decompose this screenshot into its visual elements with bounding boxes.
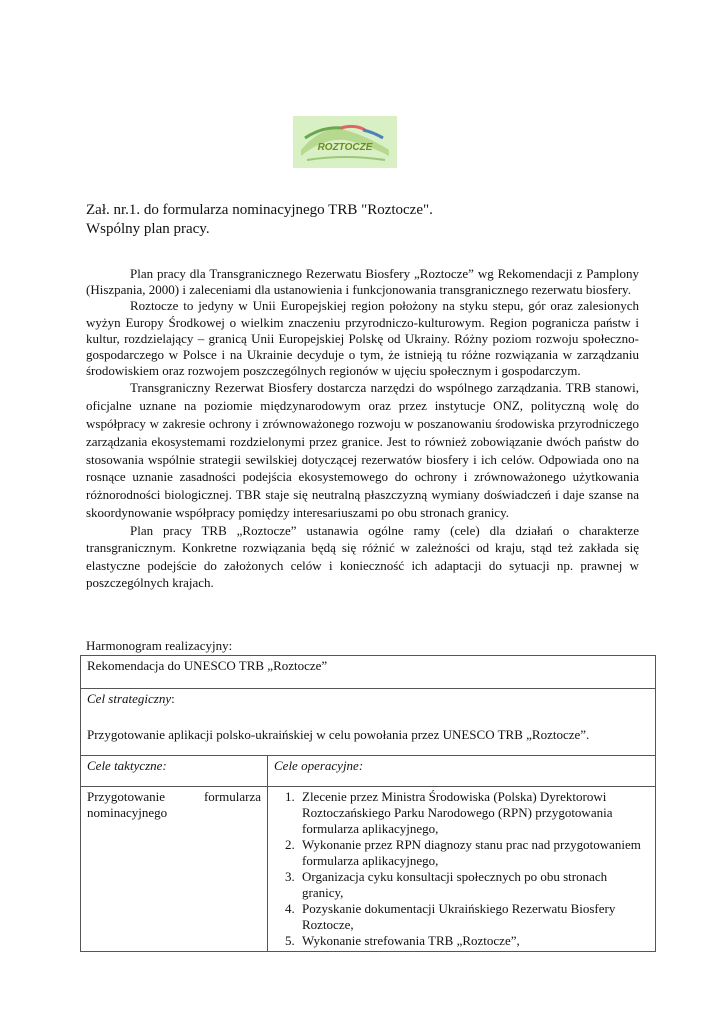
list-item: 5. Wykonanie strefowania TRB „Roztocze”,: [298, 933, 649, 949]
roztocze-logo-graphic: [293, 116, 397, 168]
tactical-header: Cele taktyczne:: [81, 756, 268, 787]
paragraph-1: Plan pracy dla Transgranicznego Rezerwatu Biosfery „Roztocze” wg Rekomendacji z Pamplony (Hiszpania, 2000) i zaleceniami dla ustanowienia i funkcjonowania transgranicznego rezerwatu biosfery.: [86, 266, 639, 298]
tactical-item: Przygotowanie formularza nominacyjnego: [87, 789, 261, 820]
operational-list: [274, 789, 649, 949]
list-item: 3. Organizacja cyku konsultacji społecznych po obu stronach granicy,: [298, 869, 649, 901]
table-row: [81, 689, 656, 756]
paragraph-2: Roztocze to jedyny w Unii Europejskiej region położony na styku stepu, gór oraz zalesionych wyżyn Europy Środkowej o wielkim znaczeniu przyrodniczo-kulturowym. Region pogranicza państw i kultur, rozdzielający – granicą Unii Europejskiej Polskę od Ukrainy. Różny poziom rozwoju społeczno-gospodarczego w Polsce i na Ukrainie decyduje o tym, że istnieją tu różne rozwiązania w zarządzaniu środowiskiem oraz rozwojem poszczególnych regionów w ujęciu społecznym i gospodarczym.: [86, 298, 639, 379]
heading-line-1: Zał. nr.1. do formularza nominacyjnego TRB "Roztocze".: [86, 202, 433, 218]
table-row: [81, 787, 656, 952]
document-heading: [86, 201, 433, 239]
heading-line-2: Wspólny plan pracy.: [86, 221, 210, 237]
strategic-goal-text: Przygotowanie aplikacji polsko-ukraińskiej w celu powołania przez UNESCO TRB „Roztocze”.: [87, 727, 590, 742]
list-item: 4. Pozyskanie dokumentacji Ukraińskiego Rezerwatu Biosfery Roztocze,: [298, 901, 649, 933]
harmonogram-table: [80, 655, 656, 952]
list-item: 2. Wykonanie przez RPN diagnozy stanu prac nad przygotowaniem formularza aplikacyjnego,: [298, 837, 649, 869]
harmonogram-label: Harmonogram realizacyjny:: [86, 638, 233, 653]
paragraph-3: Transgraniczny Rezerwat Biosfery dostarcza narzędzi do wspólnego zarządzania. TRB stanowi, oficjalne uznane na poziomie międzynarodowym oraz przez instytucje ONZ, polityczną wolę do współpracy w zakresie ochrony i zrównoważonego rozwoju w poszanowaniu środowiska przyrodniczego zarządzania ekosystemami rozdzielonymi przez granice. Jest to również zobowiązanie dwóch państw do stosowania wspólnie strategii sewilskiej dotyczącej rezerwatów biosfery i ich celów. Odpowiada ono na rosnące uznanie zasadności podejścia ekosystemowego do ochrony i zrównoważonego użytkowania różnorodności biologicznej. TBR staje się neutralną płaszczyzną wymiany doświadczeń i daje szanse na skoordynowanie współpracy pomiędzy interesariuszami po obu stronach granicy.: [86, 380, 639, 520]
recommendation-cell: Rekomendacja do UNESCO TRB „Roztocze”: [81, 656, 656, 689]
tactical-cell: [81, 787, 268, 952]
table-row: [81, 656, 656, 689]
strategic-goal-cell: [81, 689, 656, 756]
operational-cell: [268, 787, 656, 952]
strategic-label: Cel strategiczny: [87, 691, 172, 706]
operational-header: Cele operacyjne:: [268, 756, 656, 787]
table-row: [81, 756, 656, 787]
paragraph-4: Plan pracy TRB „Roztocze” ustanawia ogólne ramy (cele) dla działań o charakterze transgranicznym. Konkretne rozwiązania będą się różnić w zależności od kraju, stąd też zakłada się elastyczne podejście do założonych celów i konieczność ich adaptacji do sytuacji np. prawnej w poszczególnych krajach.: [86, 522, 639, 591]
document-body: [86, 266, 639, 592]
strategic-colon: :: [171, 691, 175, 706]
list-item: 1. Zlecenie przez Ministra Środowiska (Polska) Dyrektorowi Roztoczańskiego Parku Narodowego (RPN) przygotowania formularza aplikacyjnego,: [298, 789, 649, 837]
logo-text: ROZTOCZE: [317, 142, 373, 153]
roztocze-logo: [293, 116, 397, 168]
